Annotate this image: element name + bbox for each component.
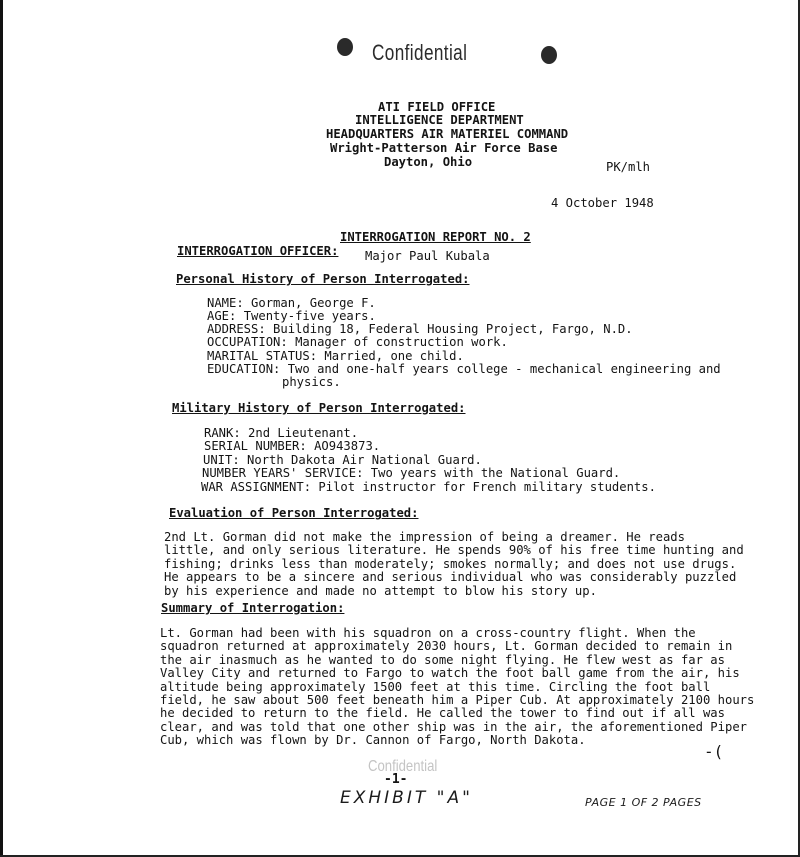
field-value: Two and one-half years college - mechanical engineering and xyxy=(287,362,721,376)
field-value: 2nd Lieutenant. xyxy=(248,426,359,440)
page-count-handwritten: PAGE 1 OF 2 PAGES xyxy=(585,796,702,809)
field-label: NAME: xyxy=(207,296,244,310)
exhibit-label-handwritten: EXHIBIT "A" xyxy=(340,788,473,808)
paragraph-line: Lt. Gorman had been with his squadron on a cross-country flight. When the xyxy=(160,626,696,640)
paragraph-line: little, and only serious literature. He spends 90% of his free time hunting and xyxy=(164,543,744,558)
paragraph-line: he decided to return to the field. He called the tower to find out if all was xyxy=(160,706,725,721)
header-line-3: HEADQUARTERS AIR MATERIEL COMMAND xyxy=(326,127,569,141)
name-field xyxy=(207,296,376,310)
paragraph-line: Cub, which was flown by Dr. Cannon of Fargo, North Dakota. xyxy=(160,733,586,748)
occupation-field xyxy=(207,335,508,349)
unit-field xyxy=(203,453,482,467)
marital-status-field xyxy=(207,349,464,363)
field-value: AO943873. xyxy=(314,439,381,453)
paragraph-line: the air inasmuch as he wanted to do some night flying. He flew west as far as xyxy=(160,652,725,667)
field-label: OCCUPATION: xyxy=(207,335,288,349)
field-value: Married, one child. xyxy=(324,349,464,363)
punch-hole-right xyxy=(541,46,557,64)
age-field xyxy=(207,309,376,323)
report-date: 4 October 1948 xyxy=(551,196,654,210)
field-label: WAR ASSIGNMENT: xyxy=(201,480,312,494)
evaluation-paragraph xyxy=(164,531,744,598)
field-label: RANK: xyxy=(204,426,241,440)
field-label: SERIAL NUMBER: xyxy=(204,439,307,453)
war-assignment-field xyxy=(201,480,656,494)
field-label: UNIT: xyxy=(203,453,240,467)
paragraph-line: field, he saw about 500 feet beneath him a Piper Cub. At approximately 2100 hours xyxy=(160,693,755,708)
punch-hole-left xyxy=(337,38,353,56)
file-reference: PK/mlh xyxy=(606,160,651,174)
header-line-2: INTELLIGENCE DEPARTMENT xyxy=(355,113,524,127)
serial-number-field xyxy=(204,439,380,453)
paragraph-line: fishing; drinks less than moderately; smokes normally; and does not use drugs. xyxy=(164,556,737,571)
field-value: Twenty-five years. xyxy=(243,309,376,323)
paragraph-line: by his experience and made no attempt to blow his story up. xyxy=(164,583,597,598)
paragraph-line: 2nd Lt. Gorman did not make the impression of being a dreamer. He reads xyxy=(164,530,685,544)
officer-label: INTERROGATION OFFICER: xyxy=(177,244,339,258)
confidential-stamp-top: Confidential xyxy=(372,40,468,65)
paragraph-line: altitude being approximately 1500 feet at this time. Circling the foot ball xyxy=(160,679,711,694)
margin-mark: -( xyxy=(704,742,724,761)
header-line-1: ATI FIELD OFFICE xyxy=(378,100,496,114)
paragraph-line: clear, and was told that one other ship was in the air, the aforementioned Piper xyxy=(160,719,747,734)
header-line-5: Dayton, Ohio xyxy=(384,155,473,169)
paragraph-line: squadron returned at approximately 2030 hours, Lt. Gorman decided to remain in xyxy=(160,639,733,654)
summary-heading: Summary of Interrogation: xyxy=(161,601,345,615)
field-value: North Dakota Air National Guard. xyxy=(247,453,482,467)
address-field xyxy=(207,322,633,336)
field-value: Building 18, Federal Housing Project, Fargo, N.D. xyxy=(273,322,633,336)
rank-field xyxy=(204,426,358,440)
field-label: AGE: xyxy=(207,309,237,323)
years-service-field xyxy=(202,466,620,480)
field-value: Two years with the National Guard. xyxy=(370,466,621,480)
paragraph-line: Valley City and returned to Fargo to watch the foot ball game from the air, his xyxy=(160,666,740,681)
page-number: -1- xyxy=(384,772,408,787)
scan-border-left xyxy=(0,0,3,857)
personal-history-heading: Personal History of Person Interrogated: xyxy=(176,272,470,286)
education-field-continued: physics. xyxy=(282,375,341,389)
paragraph-line: He appears to be a sincere and serious individual who was considerably puzzled xyxy=(164,570,737,585)
confidential-stamp-bottom: Confidential xyxy=(368,758,438,775)
field-label: ADDRESS: xyxy=(207,322,266,336)
field-value: Pilot instructor for French military students. xyxy=(318,480,656,494)
field-label: MARITAL STATUS: xyxy=(207,349,318,363)
field-value: Gorman, George F. xyxy=(251,296,376,310)
field-label: EDUCATION: xyxy=(207,362,281,376)
report-title: INTERROGATION REPORT NO. 2 xyxy=(340,230,531,244)
military-history-heading: Military History of Person Interrogated: xyxy=(172,401,466,415)
field-label: NUMBER YEARS' SERVICE: xyxy=(202,466,364,480)
summary-paragraph xyxy=(160,627,754,748)
officer-name: Major Paul Kubala xyxy=(365,249,490,263)
header-line-4: Wright-Patterson Air Force Base xyxy=(330,141,558,155)
field-value: Manager of construction work. xyxy=(295,335,508,349)
evaluation-heading: Evaluation of Person Interrogated: xyxy=(169,506,419,520)
education-field xyxy=(207,362,721,376)
